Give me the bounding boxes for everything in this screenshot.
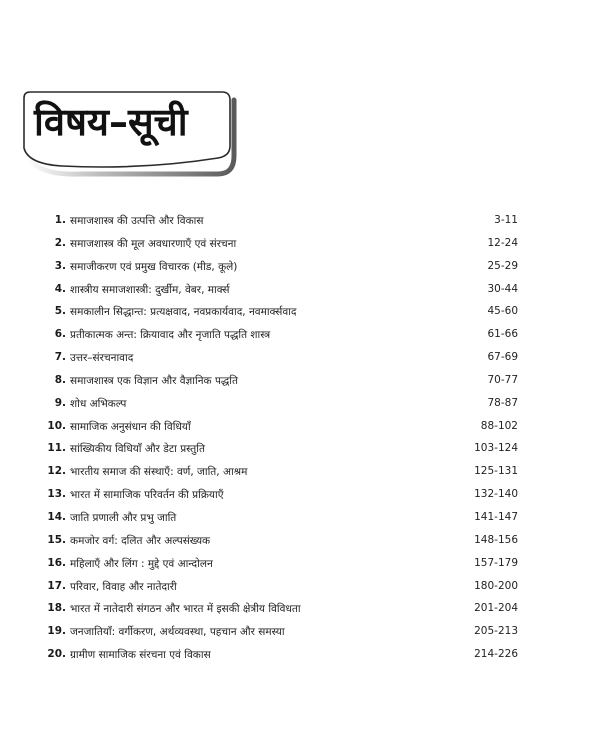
toc-entry-number: 18. — [47, 602, 66, 615]
toc-entry — [40, 347, 518, 370]
toc-entry-number: 1. — [54, 214, 66, 226]
toc-entry — [40, 621, 518, 644]
toc-entry-pages: 12-24 — [487, 236, 518, 249]
toc-entry-number: 10. — [47, 419, 66, 432]
toc-entry-title: उत्तर–संरचनावाद — [70, 352, 134, 365]
toc-entry — [40, 644, 518, 667]
toc-entry-pages: 148-156 — [474, 533, 518, 546]
toc-entry-pages: 157-179 — [474, 556, 518, 569]
page-title: विषय–सूची — [34, 100, 188, 144]
toc-entry-number: 8. — [54, 373, 66, 386]
toc-entry — [40, 301, 518, 324]
toc-entry — [40, 416, 518, 439]
toc-entry-title: जनजातियाँ: वर्गीकरण, अर्थव्यवस्था, पहचान और समस्या — [70, 626, 285, 639]
toc-entry-title: महिलाएँ और लिंग : मुद्दे एवं आन्दोलन — [70, 557, 213, 570]
toc-entry-number: 14. — [47, 510, 66, 523]
toc-entry — [40, 598, 518, 621]
title-badge — [22, 90, 238, 180]
toc-entry-pages: 180-200 — [474, 579, 518, 592]
toc-entry-pages: 88-102 — [480, 419, 518, 432]
toc-entry — [40, 484, 518, 507]
toc-entry-pages: 25-29 — [487, 259, 518, 272]
toc-entry-title: कमजोर वर्ग: दलित और अल्पसंख्यक — [70, 534, 211, 547]
toc-entry-title: समाजशास्त्र की मूल अवधारणाएँ एवं संरचना — [70, 237, 237, 250]
toc-entry-title: भारत में सामाजिक परिवर्तन की प्रक्रियाएँ — [70, 489, 224, 502]
toc-entry — [40, 370, 518, 393]
toc-entry-number: 17. — [47, 579, 66, 592]
toc-entry — [40, 279, 518, 302]
toc-entry-title: प्रतीकात्मक अन्त: क्रियावाद और नृजाति पद्धति शास्त्र — [70, 329, 271, 342]
toc-entry-pages: 30-44 — [487, 282, 518, 295]
toc-entry-number: 3. — [54, 259, 66, 272]
toc-entry-number: 20. — [47, 648, 66, 661]
toc-entry-number: 15. — [47, 533, 66, 546]
toc-entry — [40, 210, 518, 233]
toc-entry-title: परिवार, विवाह और नातेदारी — [70, 580, 177, 593]
toc-entry-pages: 78-87 — [487, 396, 518, 409]
toc-entry-number: 9. — [54, 396, 66, 409]
toc-entry-pages: 214-226 — [474, 648, 518, 661]
toc-entry-number: 16. — [47, 556, 66, 569]
toc-entry-pages: 141-147 — [474, 510, 518, 523]
toc-entry — [40, 530, 518, 553]
toc-entry-title: ग्रामीण सामाजिक संरचना एवं विकास — [70, 649, 211, 662]
toc-entry-pages: 3-11 — [494, 214, 518, 226]
toc-entry-title: जाति प्रणाली और प्रभु जाति — [70, 511, 177, 524]
toc-entry-number: 13. — [47, 488, 66, 501]
toc-entry — [40, 233, 518, 256]
toc-entry — [40, 324, 518, 347]
toc-entry-title: भारतीय समाज की संस्थाएँ: वर्ण, जाति, आश्रम — [70, 466, 248, 479]
toc-entry-number: 5. — [54, 305, 66, 318]
toc-entry-title: समाजशास्त्र एक विज्ञान और वैज्ञानिक पद्धति — [70, 374, 239, 387]
toc-entry — [40, 393, 518, 416]
toc-entry-pages: 205-213 — [474, 625, 518, 638]
toc-entry-title: समाजशास्त्र की उत्पत्ति और विकास — [70, 215, 204, 227]
toc-entry-title: सांख्यिकीय विधियाँ और डेटा प्रस्तुति — [70, 443, 205, 456]
toc-entry-title: सामाजिक अनुसंधान की विधियाँ — [70, 420, 191, 433]
toc-entry — [40, 553, 518, 576]
toc-entry-number: 6. — [54, 328, 66, 341]
toc-entry-pages: 61-66 — [487, 328, 518, 341]
toc-entry — [40, 576, 518, 599]
toc-entry-number: 4. — [54, 282, 66, 295]
toc-entry-pages: 45-60 — [487, 305, 518, 318]
toc-entry-pages: 67-69 — [487, 351, 518, 364]
toc-entry-number: 19. — [47, 625, 66, 638]
toc-entry-number: 12. — [47, 465, 66, 478]
toc-entry-title: भारत में नातेदारी संगठन और भारत में इसकी क्षेत्रीय विविधता — [70, 603, 301, 616]
toc-entry-pages: 201-204 — [474, 602, 518, 615]
toc-entry-number: 2. — [54, 236, 66, 249]
toc-entry-number: 7. — [54, 351, 66, 364]
toc-entry-title: समाजीकरण एवं प्रमुख विचारक (मीड, कूले) — [70, 260, 238, 273]
toc-entry-title: शोध अभिकल्प — [70, 397, 127, 410]
toc-entry — [40, 438, 518, 461]
toc-entry-pages: 132-140 — [474, 488, 518, 501]
toc-entry-number: 11. — [47, 442, 66, 455]
toc-entry — [40, 461, 518, 484]
toc-entry — [40, 507, 518, 530]
toc-entry-title: समकालीन सिद्धान्त: प्रत्यक्षवाद, नवप्रकार्यवाद, नवमार्क्सवाद — [70, 306, 297, 319]
toc-entry-pages: 125-131 — [474, 465, 518, 478]
table-of-contents — [40, 210, 518, 667]
toc-entry-pages: 103-124 — [474, 442, 518, 455]
toc-entry-title: शास्त्रीय समाजशास्त्री: दुर्खीम, वेबर, मार्क्स — [70, 283, 230, 296]
toc-entry-pages: 70-77 — [487, 373, 518, 386]
toc-entry — [40, 256, 518, 279]
